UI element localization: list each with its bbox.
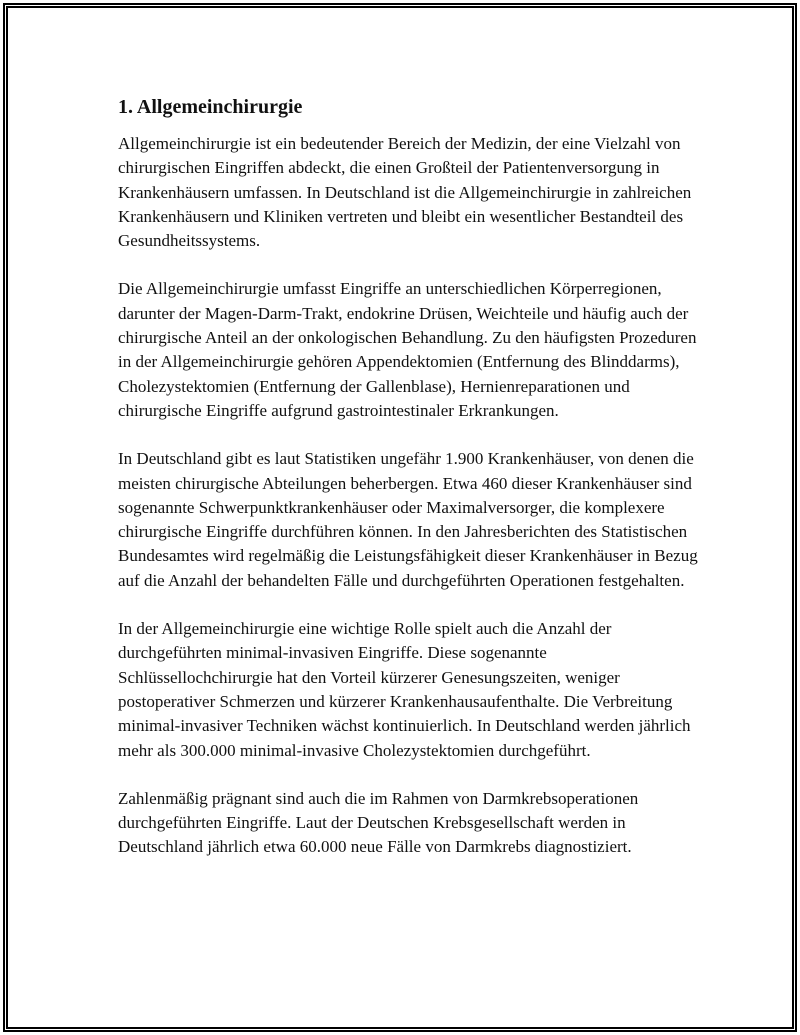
section-heading: 1. Allgemeinchirurgie <box>118 96 303 118</box>
paragraph-1: Allgemeinchirurgie ist ein bedeutender Bereich der Medizin, der eine Vielzahl von chirurgischen Eingriffen abdeckt, die einen Großteil der Patientenversorgung in Krankenhäusern umfassen. In Deutschland ist die Allgemeinchirurgie in zahlreichen Krankenhäusern und Kliniken vertreten und bleibt ein wesentlicher Bestandteil des Gesundheitssystems. <box>118 134 692 251</box>
document-body <box>118 94 698 884</box>
paragraph-2: Die Allgemeinchirurgie umfasst Eingriffe an unterschiedlichen Körperregionen, darunter der Magen-Darm-Trakt, endokrine Drüsen, Weichteile und häufig auch der chirurgische Anteil an der onkologischen Behandlung. Zu den häufigsten Prozeduren in der Allgemeinchirurgie gehören Appendektomien (Entfernung des Blinddarms), Cholezystektomien (Entfernung der Gallenblase), Hernienreparationen und chirurgische Eingriffe aufgrund gastrointestinaler Erkrankungen. <box>118 279 697 420</box>
paragraph-3: In Deutschland gibt es laut Statistiken ungefähr 1.900 Krankenhäuser, von denen die meisten chirurgische Abteilungen beherbergen. Etwa 460 dieser Krankenhäuser sind sogenannte Schwerpunktkrankenhäuser oder Maximalversorger, die komplexere chirurgische Eingriffe durchführen können. In den Jahresberichten des Statistischen Bundesamtes wird regelmäßig die Leistungsfähigkeit dieser Krankenhäuser in Bezug auf die Anzahl der behandelten Fälle und durchgeführten Operationen festgehalten. <box>118 449 698 590</box>
paragraph-4: In der Allgemeinchirurgie eine wichtige Rolle spielt auch die Anzahl der durchgeführten minimal-invasiven Eingriffe. Diese sogenannte Schlüssellochchirurgie hat den Vorteil kürzerer Genesungszeiten, weniger postoperativer Schmerzen und kürzerer Krankenhausaufenthalte. Die Verbreitung minimal-invasiver Techniken wächst kontinuierlich. In Deutschland werden jährlich mehr als 300.000 minimal-invasive Cholezystektomien durchgeführt. <box>118 619 691 760</box>
paragraph-5: Zahlenmäßig prägnant sind auch die im Rahmen von Darmkrebsoperationen durchgeführten Eingriffe. Laut der Deutschen Krebsgesellschaft werden in Deutschland jährlich etwa 60.000 neue Fälle von Darmkrebs diagnostiziert. <box>118 788 639 857</box>
